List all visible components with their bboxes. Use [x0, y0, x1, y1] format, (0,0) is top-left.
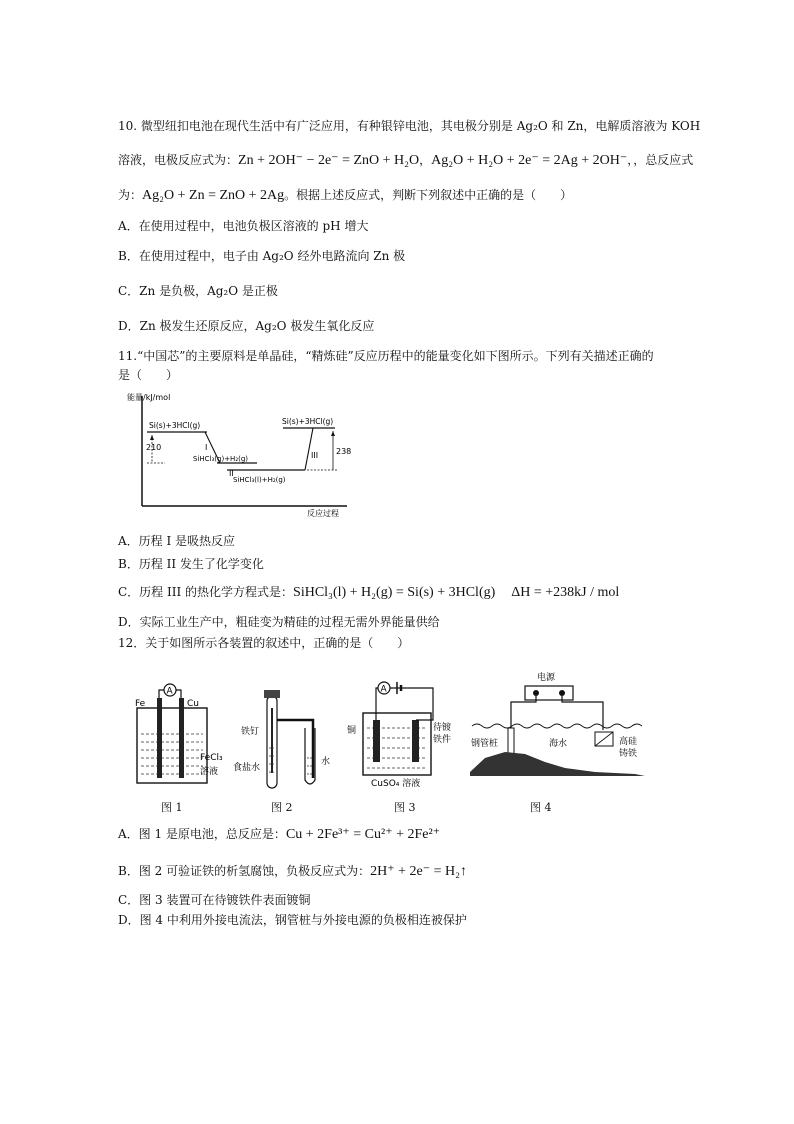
- fig3-solution-label: CuSO₄ 溶液: [371, 779, 421, 789]
- q11-option-c[interactable]: [118, 584, 619, 601]
- fig4-caption: 图 4: [530, 801, 552, 814]
- figure-2: [233, 690, 330, 788]
- q11-option-c-dh: ΔH = +238kJ / mol: [511, 585, 620, 600]
- q12-stem: 12．关于如图所示各装置的叙述中，正确的是（ ）: [118, 636, 410, 650]
- fig3-ammeter-label: A: [380, 684, 387, 695]
- arrow-210-head: [150, 435, 154, 440]
- fig3-iron-item: [412, 720, 419, 762]
- fig4-wire-right: [562, 696, 603, 730]
- q11-option-b[interactable]: B．历程 II 发生了化学变化: [118, 557, 264, 571]
- q11-option-a[interactable]: A．历程 I 是吸热反应: [118, 534, 236, 548]
- figure-4: [470, 671, 645, 776]
- fig4-terminal-left: [533, 690, 539, 696]
- fig4-pile-label: 钢管桩: [471, 739, 499, 749]
- q10-stem-line2: [118, 152, 693, 169]
- q10-line2-suffix: ，，总反应式: [627, 153, 694, 167]
- q10-stem-line3: [118, 187, 572, 204]
- fig4-sea-surface: [472, 724, 642, 728]
- fig2-delivery-tube: [277, 720, 313, 778]
- stage-iii-label: III: [311, 451, 319, 460]
- q12-option-b[interactable]: [118, 863, 467, 880]
- fig3-item-label-1: 待镀: [433, 723, 452, 733]
- figure-1: [135, 684, 223, 783]
- q10-stem-line1: 10. 微型纽扣电池在现代生活中有广泛应用，有种银锌电池，其电极分别是 Ag₂O 和 Zn，电解质溶液为 KOH: [118, 119, 701, 133]
- fig2-stopper: [264, 690, 280, 698]
- q10-option-a[interactable]: A．在使用过程中，电池负极区溶液的 pH 增大: [118, 219, 369, 233]
- label-right-top: Si(s)+3HCl(g): [282, 417, 334, 426]
- fig3-caption: 图 3: [394, 801, 416, 814]
- fig2-caption: 图 2: [271, 801, 293, 814]
- fig3-copper-label: 铜: [347, 726, 357, 736]
- q10-eq1: Zn + 2OH⁻ − 2e⁻ = ZnO + H₂O: [238, 153, 420, 168]
- fig3-item-label-2: 铁件: [433, 735, 452, 745]
- q10-option-b[interactable]: B．在使用过程中，电子由 Ag₂O 经外电路流向 Zn 极: [118, 249, 406, 263]
- q12-option-a-prefix: A．图 1 是原电池，总反应是：: [118, 827, 286, 841]
- stage-ii-label: II: [229, 469, 234, 478]
- fig1-cu-electrode: [179, 698, 184, 778]
- fig4-wire-left: [511, 696, 536, 748]
- fig4-power-label: 电源: [537, 673, 556, 683]
- fig1-solution-1: FeCl₃: [200, 753, 223, 763]
- q10-option-d[interactable]: D．Zn 极发生还原反应，Ag₂O 极发生氧化反应: [118, 319, 375, 333]
- y-axis-label: 能量/kJ/mol: [127, 393, 171, 402]
- fig4-iron-label-1: 高硅: [619, 737, 638, 747]
- q11-stem-line1: 11.“中国芯”的主要原料是单晶硅，“精炼硅”反应历程中的能量变化如下图所示。下列有关描述正确的: [118, 349, 654, 363]
- fig3-copper-electrode: [373, 720, 380, 762]
- fig1-caption: 图 1: [161, 801, 183, 814]
- q10-line3-prefix: 为：: [118, 188, 143, 202]
- apparatus-figures: [125, 668, 655, 798]
- fig1-cu-label: Cu: [187, 699, 199, 709]
- q12-option-b-eq: 2H⁺ + 2e⁻ = H₂↑: [370, 864, 467, 879]
- q10-option-c[interactable]: C．Zn 是负极，Ag₂O 是正极: [118, 284, 278, 298]
- x-axis-label: 反应过程: [307, 509, 339, 518]
- fig4-power-source: [525, 686, 573, 700]
- arrow-238-head: [331, 431, 335, 436]
- q10-eq2: Ag₂O + H₂O + 2e⁻ = 2Ag + 2OH⁻: [431, 153, 628, 168]
- q12-option-d[interactable]: D．图 4 中利用外接电流法，钢管桩与外接电源的负极相连被保护: [118, 913, 467, 927]
- fig2-nail-label: 铁钉: [241, 727, 260, 737]
- figure-3: [347, 682, 451, 789]
- q10-eq3: Ag₂O + Zn = ZnO + 2Ag: [142, 188, 285, 203]
- label-mid: SiHCl₃(g)+H₂(g): [193, 455, 249, 463]
- value-238: 238: [336, 447, 352, 456]
- q10-line2-prefix: 溶液，电极反应式为：: [118, 153, 239, 167]
- q12-option-c[interactable]: C．图 3 装置可在待镀铁件表面镀铜: [118, 893, 311, 907]
- q10-line3-suffix: 。根据上述反应式，判断下列叙述中正确的是（ ）: [284, 188, 573, 202]
- fig1-solution-2: 溶液: [200, 767, 219, 777]
- q11-stem-line2: 是（ ）: [118, 368, 179, 382]
- stage-i-label: I: [205, 443, 208, 452]
- fig2-salt-label: 食盐水: [233, 763, 261, 773]
- fig1-fe-label: Fe: [135, 699, 146, 709]
- label-bottom: SiHCl₃(l)+H₂(g): [233, 476, 286, 484]
- q11-option-c-prefix: C．历程 III 的热化学方程式是：: [118, 585, 294, 599]
- fig1-fe-electrode: [157, 698, 162, 778]
- q12-option-a-eq: Cu + 2Fe³⁺ = Cu²⁺ + 2Fe²⁺: [285, 827, 441, 842]
- fig2-water-label: 水: [321, 757, 331, 767]
- path-iii: [305, 428, 313, 470]
- value-210: 210: [146, 443, 162, 452]
- q12-option-a[interactable]: [118, 826, 440, 843]
- fig1-ammeter-label: A: [166, 686, 173, 697]
- q10-sep: ，: [419, 153, 432, 167]
- fig4-iron-label-2: 铸铁: [619, 749, 638, 759]
- fig1-beaker: [137, 708, 207, 783]
- fig4-sea-label: 海水: [549, 739, 568, 749]
- fig4-terminal-right: [559, 690, 565, 696]
- q11-option-c-eq: SiHCl₃(l) + H₂(g) = Si(s) + 3HCl(g): [293, 585, 496, 600]
- q11-option-d[interactable]: D．实际工业生产中，粗硅变为精硅的过程无需外界能量供给: [118, 615, 440, 629]
- energy-diagram: [125, 388, 355, 520]
- q12-option-b-prefix: B．图 2 可验证铁的析氢腐蚀，负极反应式为：: [118, 864, 371, 878]
- label-left-top: Si(s)+3HCl(g): [149, 421, 201, 430]
